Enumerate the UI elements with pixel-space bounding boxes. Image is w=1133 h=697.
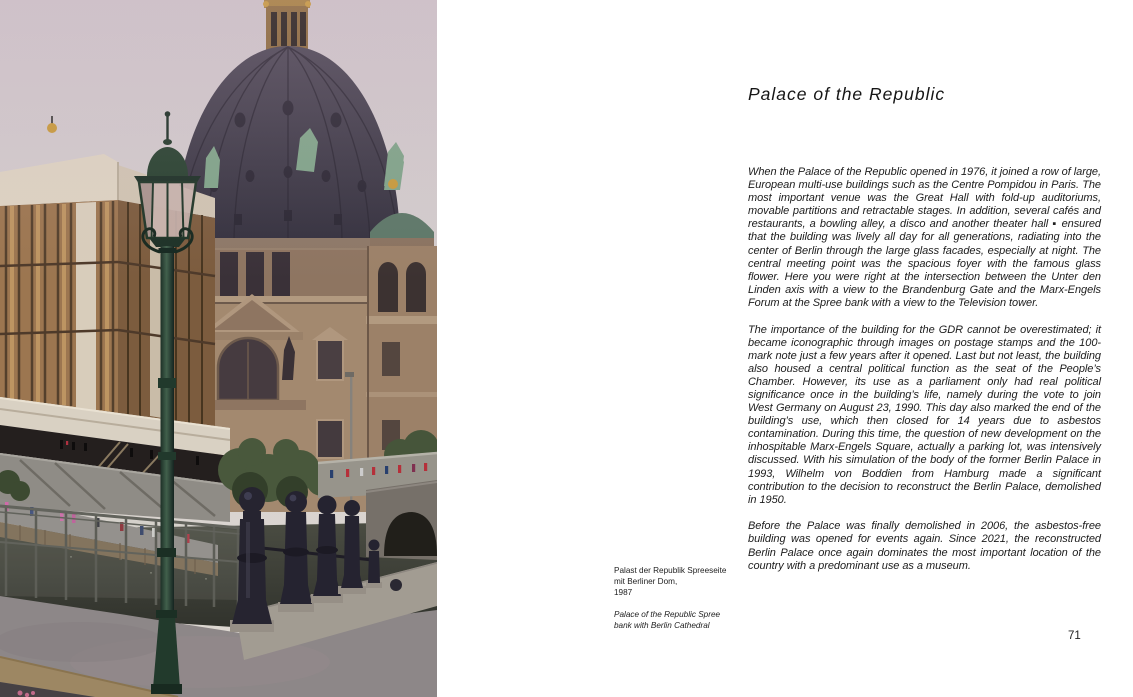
photo-caption (614, 566, 764, 632)
article-paragraph-1: When the Palace of the Republic opened in 1976, it joined a row of large, European multi-use buildings such as the Centre Pompidou in Paris. The most important venue was the Great Hall with fold-up auditoriums, movable partitions and retractable stages. In addition, several cafés and restaurants, a bowling alley, a disco and another theater hall ▪ ensured that the building was lively all day for all generations, radiating into the center of Berlin through the large glass facades, especially at night. The central meeting point was the spacious foyer with the famous glass flower. Here you were right at the intersection between the Unter den Linden axis with a view to the Brandenburg Gate and the Marx-Engels Forum at the Spree bank with a view to the Television tower. (748, 166, 1101, 309)
caption-line: bank with Berlin Cathedral (614, 620, 710, 630)
page-title: Palace of the Republic (748, 84, 946, 104)
page-number: 71 (1068, 630, 1081, 642)
photo-palace-of-the-republic (0, 0, 437, 697)
article-paragraph-3: Before the Palace was finally demolished in 2006, the asbestos-free building was opened for events again. Since 2021, the reconstructed Berlin Palace once again dominates the most important location of the country with a predominant use as a museum. (748, 520, 1101, 572)
article-column (748, 84, 1101, 586)
photo-illustration (0, 0, 437, 697)
article-paragraph-2: The importance of the building for the GDR cannot be overestimated; it became iconographic through images on postage stamps and the 100-mark note just a few years after it opened. Last but not least, the building also housed a central political function as the seat of the People’s Chamber. However, its use as a parliament only had real political significance once in the building’s life, namely during the vote to join West Germany on August 23, 1990. This day also marked the end of the building’s use, which then closed for 14 years due to asbestos contamination. During this time, the question of new development on the inhospitable Marx-Engels Square, actually a parking lot, was intensively discussed. With his simulation of the body of the former Berlin Palace in 1993, Wilhelm von Boddien from Hamburg made a significant contribution to the decision to reconstruct the Berlin Palace, demolished in 1950. (748, 323, 1101, 506)
caption-line: 1987 (614, 587, 633, 597)
caption-german (614, 566, 764, 599)
caption-english (614, 610, 764, 632)
caption-line: mit Berliner Dom, (614, 576, 678, 586)
photo-tone-overlay (0, 0, 437, 280)
caption-line: Palast der Republik Spreeseite (614, 566, 727, 575)
caption-line: Palace of the Republic Spree (614, 609, 721, 619)
